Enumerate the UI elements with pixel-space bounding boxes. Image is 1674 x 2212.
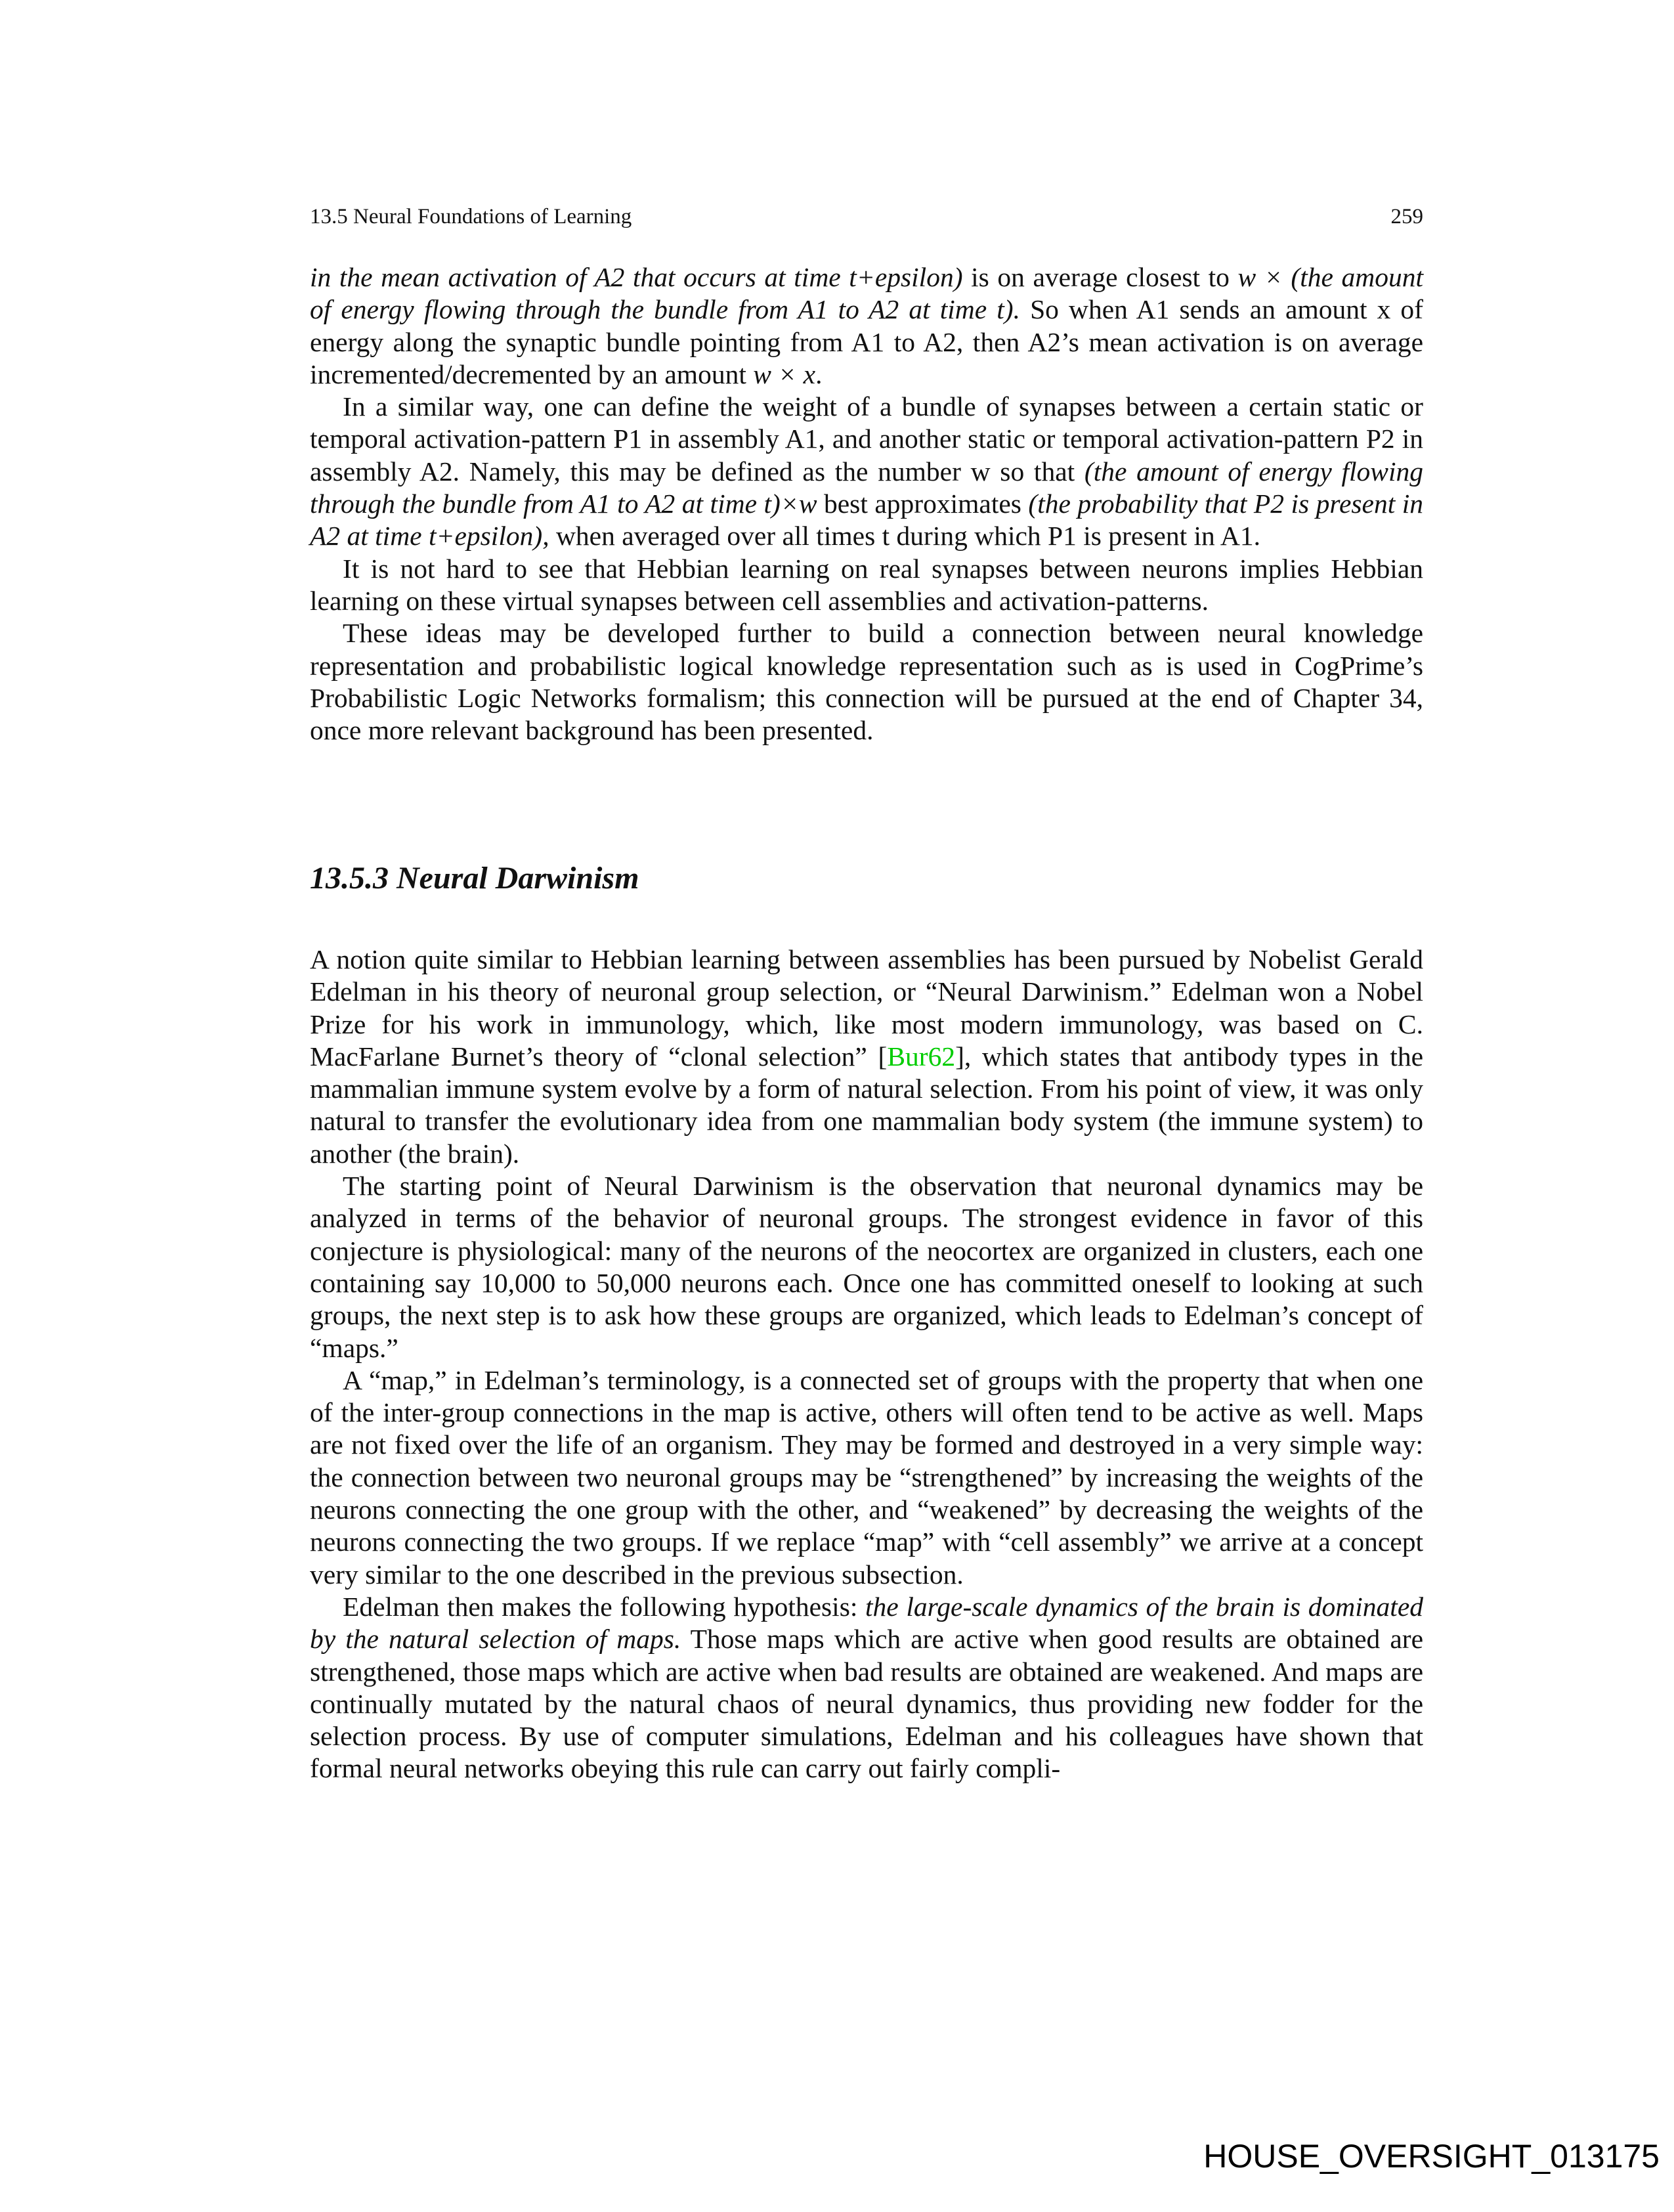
- page-number: 259: [1390, 205, 1423, 228]
- text-run: is on average closest to: [962, 262, 1238, 292]
- citation-link[interactable]: Bur62: [887, 1041, 956, 1072]
- paragraph: [310, 261, 1423, 391]
- section-heading: 13.5.3 Neural Darwinism: [310, 861, 639, 896]
- paragraph: [310, 553, 1423, 618]
- text-run: In a similar way, one can define the weight of a bundle of synapses between a certain static or temporal activation-pattern P1 in assembly A1, and another static or temporal activation-pattern P2 in assembly A2. Namely, this may be defined as the number w so that: [310, 391, 1423, 487]
- text-run: The starting point of Neural Darwinism is the observation that neuronal dynamics may be analyzed in terms of the behavior of neuronal groups. The strongest evidence in favor of this conjecture is physiological: many of the neurons of the neocortex are organized in clusters, each one containing say 10,000 to 50,000 neurons each. Once one has committed oneself to looking at such groups, the next step is to ask how these groups are organized, which leads to Edelman’s concept of “maps.”: [310, 1171, 1423, 1363]
- paragraph: [310, 943, 1423, 1170]
- running-header-section: 13.5 Neural Foundations of Learning: [310, 205, 632, 228]
- italic-text: (the amount of energy flowing through the bundle from A1 to A2 at time t).: [310, 262, 1424, 325]
- italic-text: (the amount of energy flowing through the bundle from A1 to A2 at time t)×w: [310, 456, 1423, 519]
- text-run: A “map,” in Edelman’s terminology, is a connected set of groups with the property that when one of the inter-group connections in the map is active, others will often tend to be active as well. Maps are not fixed over the life of an organism. They may be formed and destroyed in a very simple way: the connection between two neuronal groups may be “strengthened” by increasing the weights of the neurons connecting the one group with the other, and “weakened” by decreasing the weights of the neurons connecting the two groups. If we replace “map” with “cell assembly” we arrive at a concept very similar to the one described in the previous subsection.: [310, 1364, 1423, 1590]
- running-header: [310, 205, 1423, 229]
- text-run: ], which states that antibody types in the mammalian immune system evolve by a form of natural selection. From his point of view, it was only natural to transfer the evolutionary idea from one mammalian body system (the immune system) to another (the brain).: [310, 1041, 1423, 1169]
- italic-text: (the probability that P2 is present in A2 at time t+epsilon),: [310, 488, 1424, 552]
- text-run: [1283, 262, 1291, 292]
- italic-text: w × x: [753, 358, 816, 389]
- italic-text: in the mean activation of A2 that occurs at time t+epsilon): [310, 262, 963, 292]
- italic-text: w ×: [1237, 262, 1283, 292]
- italic-text: the large-scale dynamics of the brain is dominated by the natural selection of maps.: [310, 1591, 1423, 1655]
- paragraph: [310, 1170, 1423, 1364]
- text-run: Those maps which are active when good results are obtained are strengthened, those maps which are active when bad results are obtained are weakened. And maps are continually mutated by the natural chaos of neural dynamics, thus providing new fodder for the selection process. By use of computer simulations, Edelman and his colleagues have shown that formal neural networks obeying this rule can carry out fairly compli-: [310, 1624, 1423, 1784]
- text-run: Edelman then makes the following hypothesis:: [343, 1591, 866, 1622]
- body-text-block-1: [310, 261, 1423, 747]
- text-run: These ideas may be developed further to build a connection between neural knowledge representation and probabilistic logical knowledge representation such as is used in CogPrime’s Probabilistic Logic Networks formalism; this connection will be pursued at the end of Chapter 34, once more relevant background has been presented.: [310, 618, 1423, 746]
- text-run: .: [815, 358, 823, 389]
- text-run: It is not hard to see that Hebbian learning on real synapses between neurons implies Hebbian learning on these virtual synapses between cell assemblies and activation-patterns.: [310, 553, 1423, 616]
- paragraph: [310, 1591, 1423, 1785]
- paragraph: [310, 391, 1423, 552]
- paragraph: [310, 617, 1423, 747]
- text-run: A notion quite similar to Hebbian learning between assemblies has been pursued by Nobelist Gerald Edelman in his theory of neuronal group selection, or “Neural Darwinism.” Edelman won a Nobel Prize for his work in immunology, which, like most modern immunology, was based on C. MacFarlane Burnet’s theory of “clonal selection” [: [310, 944, 1423, 1072]
- text-run: when averaged over all times t during which P1 is present in A1.: [549, 521, 1260, 552]
- text-run: best approximates: [817, 488, 1029, 519]
- paragraph: [310, 1364, 1423, 1591]
- bates-stamp: HOUSE_OVERSIGHT_013175: [1203, 2138, 1660, 2175]
- text-run: So when A1 sends an amount x of energy along the synaptic bundle pointing from A1 to A2, then A2’s mean activation is on average incremented/decremented by an amount: [310, 294, 1423, 389]
- body-text-block-2: [310, 943, 1423, 1785]
